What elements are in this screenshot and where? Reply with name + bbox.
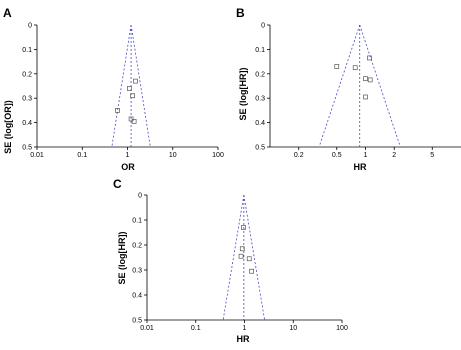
funnel-left-limit [319,25,360,147]
x-tick-label: 100 [212,152,224,159]
study-point [368,78,372,82]
y-tick-label: 0.4 [22,120,32,128]
funnel-panel-c [113,177,348,344]
study-point [247,257,251,261]
panel-label: A [3,6,12,20]
study-point [335,64,339,68]
x-tick-label: 1 [125,152,130,159]
x-tick-label: 0.01 [30,152,44,159]
x-tick-label: 10 [289,325,298,332]
study-point [364,77,368,81]
y-tick-label: 0.3 [22,95,32,103]
y-axis-title: SE (log[OR]) [3,100,13,154]
panel-label: C [113,177,122,191]
x-tick-label: 10 [168,152,177,159]
study-point [364,95,368,99]
x-axis-title: HR [236,334,250,344]
panel-label: B [236,6,245,20]
funnel-right-limit [131,25,150,147]
study-point [133,79,137,83]
funnel-right-limit [360,25,401,147]
y-tick-label: 0.5 [255,144,265,152]
y-tick-label: 0.5 [22,144,32,152]
y-tick-label: 0.1 [22,46,32,54]
y-tick-label: 0.3 [132,267,142,275]
y-tick-label: 0.4 [132,292,142,300]
y-tick-label: 0.1 [255,46,265,54]
funnel-left-limit [112,25,131,147]
study-point [250,269,254,273]
y-axis-title: SE (log[HR]) [117,231,127,285]
funnel-panel-b [236,6,461,172]
x-tick-label: 0.1 [77,152,88,159]
x-tick-label: 5 [430,152,435,159]
y-tick-label: 0 [138,192,142,200]
funnel-left-limit [223,195,244,320]
x-tick-label: 0.1 [190,325,201,332]
study-point [241,226,245,230]
study-point [239,254,243,258]
x-axis-title: OR [121,162,135,172]
y-tick-label: 0.4 [255,120,265,128]
study-point [353,66,357,70]
x-tick-label: 0.5 [331,152,342,159]
y-tick-label: 0 [28,22,32,30]
x-tick-label: 100 [336,325,348,332]
x-tick-label: 0.2 [293,152,304,159]
x-axis-title: HR [353,162,367,172]
funnel-panel-a [3,6,224,172]
y-tick-label: 0.2 [22,71,32,79]
y-tick-label: 0.5 [132,317,142,325]
x-tick-label: 0.01 [140,325,154,332]
y-tick-label: 0.2 [255,71,265,79]
y-tick-label: 0.2 [132,242,142,250]
x-tick-label: 1 [363,152,368,159]
y-axis-title: SE (log[HR]) [238,67,248,121]
study-point [132,119,136,123]
y-tick-label: 0.1 [132,217,142,225]
x-tick-label: 2 [392,152,397,159]
y-tick-label: 0.3 [255,95,265,103]
y-tick-label: 0 [261,22,265,30]
x-tick-label: 1 [242,325,247,332]
